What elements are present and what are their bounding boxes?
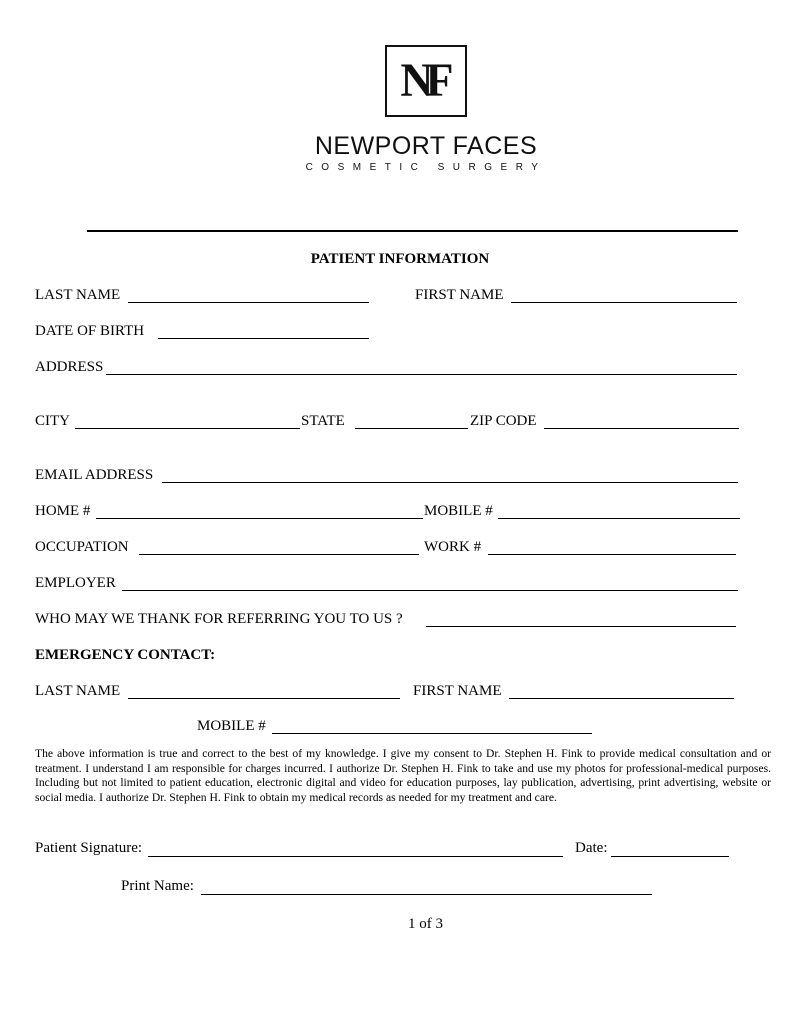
referral-field[interactable] (426, 626, 736, 627)
patient-signature-label: Patient Signature: (35, 840, 143, 856)
address-label: ADDRESS (35, 359, 104, 375)
state-label: STATE (301, 413, 345, 429)
print-name-field[interactable] (201, 894, 652, 895)
mobile-phone-label: MOBILE # (424, 503, 493, 519)
work-phone-field[interactable] (488, 554, 736, 555)
address-field[interactable] (106, 374, 737, 375)
ec-first-name-field[interactable] (509, 698, 734, 699)
occupation-label: OCCUPATION (35, 539, 129, 555)
employer-field[interactable] (122, 590, 738, 591)
ec-last-name-label: LAST NAME (35, 683, 121, 699)
referral-label: WHO MAY WE THANK FOR REFERRING YOU TO US ? (35, 611, 403, 627)
mobile-phone-field[interactable] (498, 518, 740, 519)
patient-signature-field[interactable] (148, 856, 563, 857)
occupation-field[interactable] (139, 554, 419, 555)
date-field[interactable] (611, 856, 729, 857)
logo-monogram-box (385, 45, 467, 117)
email-label: EMAIL ADDRESS (35, 467, 154, 483)
logo-monogram: NF (400, 54, 446, 107)
city-field[interactable] (75, 428, 300, 429)
employer-label: EMPLOYER (35, 575, 116, 591)
header-divider (87, 230, 738, 232)
form-title: PATIENT INFORMATION (310, 251, 490, 267)
ec-mobile-field[interactable] (272, 733, 592, 734)
last-name-field[interactable] (128, 302, 369, 303)
dob-field[interactable] (158, 338, 369, 339)
work-phone-label: WORK # (424, 539, 482, 555)
home-phone-label: HOME # (35, 503, 91, 519)
dob-label: DATE OF BIRTH (35, 323, 145, 339)
ec-mobile-label: MOBILE # (197, 718, 266, 734)
email-field[interactable] (162, 482, 738, 483)
zip-field[interactable] (544, 428, 739, 429)
ec-first-name-label: FIRST NAME (413, 683, 502, 699)
ec-last-name-field[interactable] (128, 698, 400, 699)
print-name-label: Print Name: (121, 878, 194, 894)
first-name-field[interactable] (511, 302, 737, 303)
brand-name: NEWPORT FACES (314, 132, 538, 160)
city-label: CITY (35, 413, 70, 429)
last-name-label: LAST NAME (35, 287, 121, 303)
emergency-contact-heading: EMERGENCY CONTACT: (35, 647, 216, 663)
state-field[interactable] (355, 428, 468, 429)
zip-label: ZIP CODE (470, 413, 537, 429)
consent-paragraph: The above information is true and correct to the best of my knowledge. I give my consent to Dr. Stephen H. Fink to provide medical consultation and or treatment. I understand I am responsible for charges incurred. I authorize Dr. Stephen H. Fink to take and use my photos for professional-medical purposes. Including but not limited to patient education, electronic digital and video for education purposes, lay publication, advertising, print advertising, website or social media. I authorize Dr. Stephen H. Fink to obtain my medical records as needed for my treatment and care. (35, 747, 771, 804)
page-number: 1 of 3 (408, 916, 443, 932)
date-label: Date: (575, 840, 608, 856)
brand-subtitle: COSMETIC SURGERY (305, 162, 547, 173)
first-name-label: FIRST NAME (415, 287, 504, 303)
home-phone-field[interactable] (96, 518, 423, 519)
